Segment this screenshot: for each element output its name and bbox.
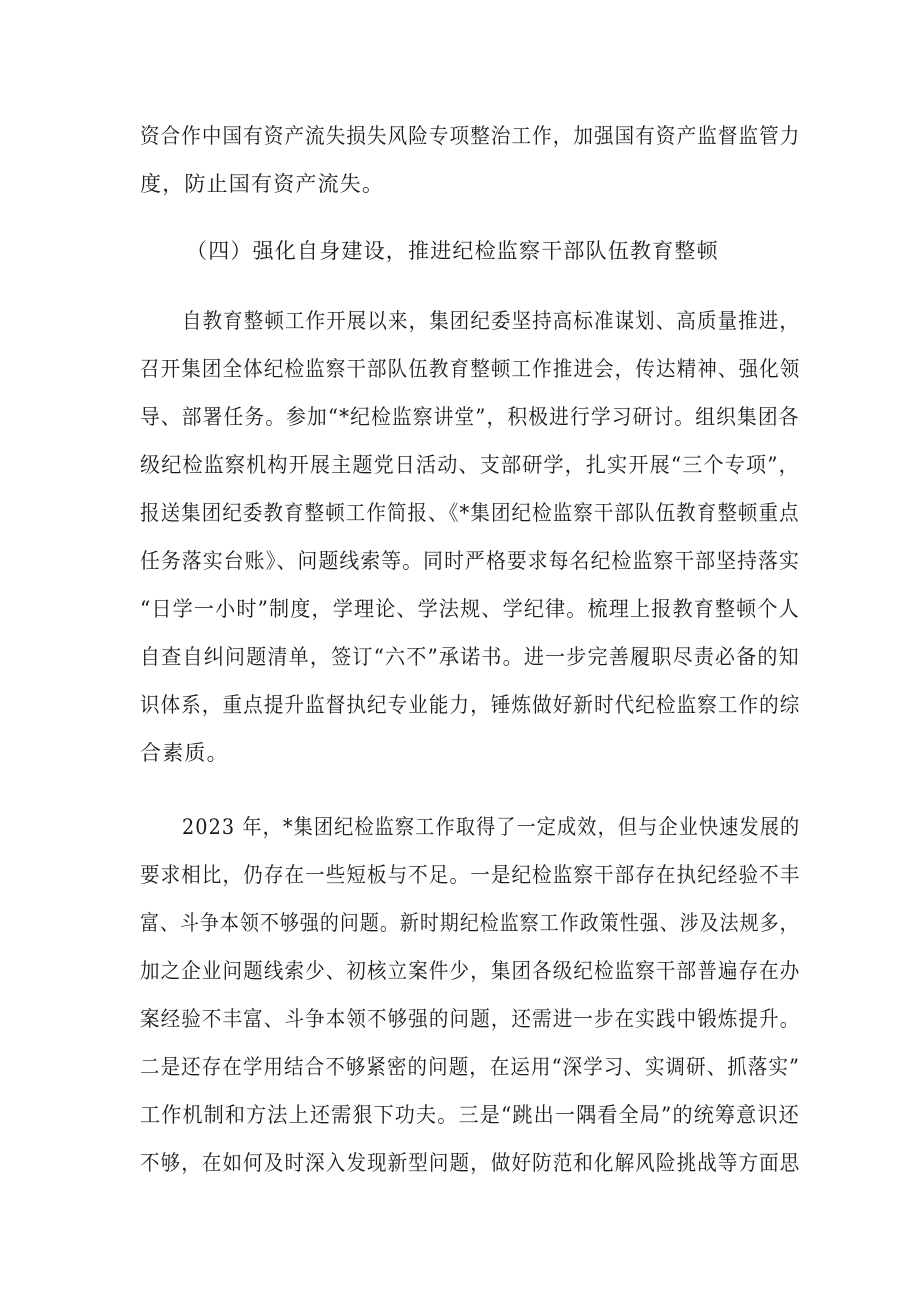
paragraph-line: 富、斗争本领不够强的问题。新时期纪检监察工作政策性强、涉及法规多， xyxy=(140,911,800,935)
paragraph-line: 2023 年，*集团纪检监察工作取得了一定成效，但与企业快速发展的 xyxy=(182,815,801,839)
paragraph-line: 加之企业问题线索少、初核立案件少，集团各级纪检监察干部普遍存在办 xyxy=(140,959,801,983)
section-heading: （四）强化自身建设，推进纪检监察干部队伍教育整顿 xyxy=(186,239,719,263)
paragraph-line: 级纪检监察机构开展主题党日活动、支部研学，扎实开展“三个专项”， xyxy=(140,453,800,477)
paragraph-line: 识体系，重点提升监督执纪专业能力，锤炼做好新时代纪检监察工作的综 xyxy=(140,693,801,717)
paragraph-line: 合素质。 xyxy=(140,741,229,765)
paragraph-line: 不够，在如何及时深入发现新型问题，做好防范和化解风险挑战等方面思 xyxy=(140,1151,801,1175)
paragraph-line: “日学一小时”制度，学理论、学法规、学纪律。梳理上报教育整顿个人 xyxy=(140,597,800,621)
paragraph-line: 自查自纠问题清单，签订“六不”承诺书。进一步完善履职尽责必备的知 xyxy=(140,645,800,669)
paragraph-line: 召开集团全体纪检监察干部队伍教育整顿工作推进会，传达精神、强化领 xyxy=(140,357,801,381)
paragraph-line: 二是还存在学用结合不够紧密的问题，在运用“深学习、实调研、抓落实” xyxy=(140,1055,801,1079)
paragraph-line: 案经验不丰富、斗争本领不够强的问题，还需进一步在实践中锻炼提升。 xyxy=(140,1007,801,1031)
paragraph-line: 自教育整顿工作开展以来，集团纪委坚持高标准谋划、高质量推进， xyxy=(182,309,800,333)
paragraph-line: 报送集团纪委教育整顿工作简报、《*集团纪检监察干部队伍教育整顿重点 xyxy=(140,501,800,525)
paragraph-line: 工作机制和方法上还需狠下功夫。三是“跳出一隅看全局”的统筹意识还 xyxy=(140,1103,800,1127)
paragraph-line: 任务落实台账》、问题线索等。同时严格要求每名纪检监察干部坚持落实 xyxy=(140,549,800,573)
paragraph-line: 导、部署任务。参加“*纪检监察讲堂”，积极进行学习研讨。组织集团各 xyxy=(140,405,800,429)
text-line: 资合作中国有资产流失损失风险专项整治工作，加强国有资产监督监管力 xyxy=(140,124,801,148)
paragraph-line: 要求相比，仍存在一些短板与不足。一是纪检监察干部存在执纪经验不丰 xyxy=(140,863,801,887)
text-line: 度，防止国有资产流失。 xyxy=(140,172,385,196)
